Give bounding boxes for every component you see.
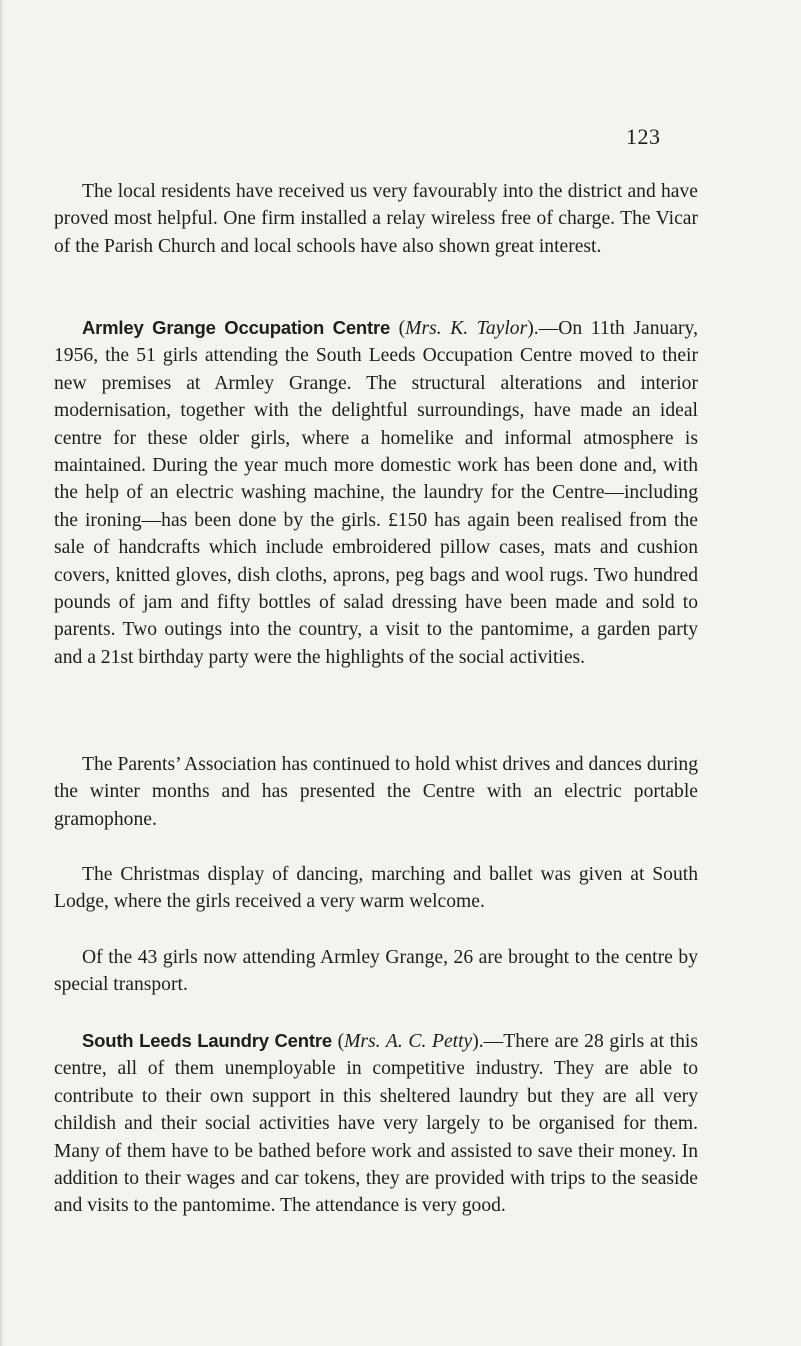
paragraph-local-residents: [54, 178, 698, 260]
paragraph-text: The local residents have received us very favourably into the district and have proved most helpful. One firm installed a relay wireless free of charge. The Vicar of the Parish Church and local schools have also shown great interest.: [54, 181, 698, 257]
armley-paragraph: [54, 314, 698, 671]
laundry-person-name: Mrs. A. C. Petty: [344, 1031, 473, 1052]
laundry-open-paren: (: [331, 1031, 345, 1052]
page-number: 123: [626, 124, 661, 149]
laundry-body-text: —There are 28 girls at this centre, all of them unemployable in competitive industry. They are able to contribute to their own support in this sheltered laundry but they are all very childish and their social activities have very largely to be organised for them. Many of them have to be bathed before work and assisted to save their money. In addition to their wages and car tokens, they are provided with trips to the seaside and visits to the pantomime. The attendance is very good.: [54, 1031, 698, 1217]
laundry-close-paren: ).: [472, 1031, 484, 1052]
armley-person-name: Mrs. K. Taylor: [405, 318, 528, 339]
paragraph-text: The Christmas display of dancing, marching and ballet was given at South Lodge, where the girls received a very warm welcome.: [54, 864, 698, 913]
paragraph-text: The Parents’ Association has continued to hold whist drives and dances during the winter months and has presented the Centre with an electric portable gramophone.: [54, 754, 698, 830]
paragraph-christmas-display: [54, 861, 698, 916]
section-south-leeds-laundry: [54, 1027, 698, 1220]
armley-close-paren: ).: [527, 318, 539, 339]
armley-body-text: —On 11th January, 1956, the 51 girls attending the South Leeds Occupation Centre moved to their new premises at Armley Grange. The structural alterations and interior modernisation, together with the delightful surroundings, have made an ideal centre for these older girls, where a homelike and informal atmosphere is maintained. During the year much more domestic work has been done and, with the help of an electric washing machine, the laundry for the Centre—including the ironing—has been done by the girls. £150 has again been realised from the sale of handcrafts which include embroidered pillow cases, mats and cushion covers, knitted gloves, dish cloths, aprons, peg bags and wool rugs. Two hundred pounds of jam and fifty bottles of salad dressing have been made and sold to parents. Two outings into the country, a visit to the pantomime, a garden party and a 21st birthday party were the highlights of the social activities.: [54, 318, 698, 668]
section-heading-laundry: South Leeds Laundry Centre: [82, 1030, 332, 1051]
paragraph-transport: [54, 944, 698, 999]
section-armley-grange: [54, 314, 698, 671]
page-gutter-shadow: [0, 0, 4, 1346]
paragraph-text: Of the 43 girls now attending Armley Grange, 26 are brought to the centre by special transport.: [54, 947, 698, 996]
section-heading-armley: Armley Grange Occupation Centre: [82, 317, 391, 338]
laundry-paragraph: [54, 1027, 698, 1220]
armley-open-paren: (: [390, 318, 406, 339]
paragraph-parents-association: [54, 751, 698, 833]
